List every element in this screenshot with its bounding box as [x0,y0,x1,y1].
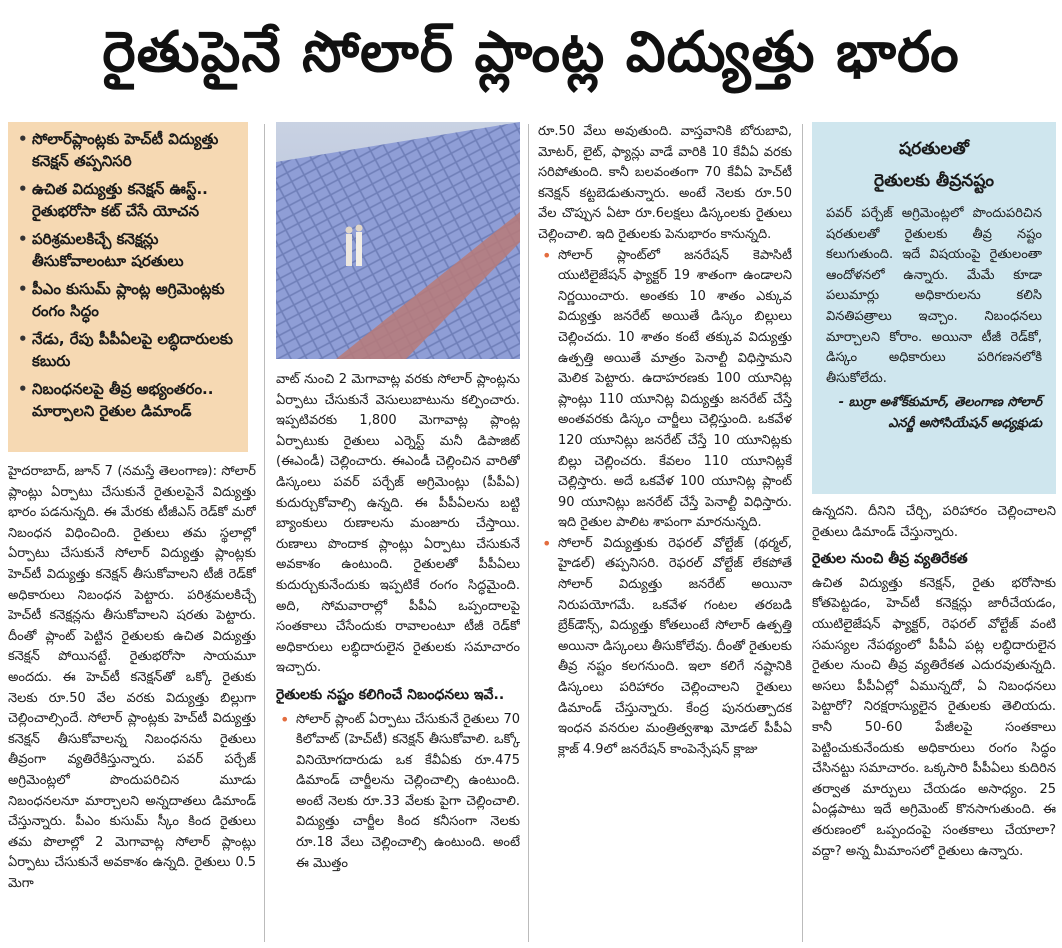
solar-panels-image [276,122,520,359]
quote-body: పవర్ పర్చేజ్ అగ్రిమెంట్లలో పొందుపరిచిన షరతులతో రైతులకు తీవ్ర నష్టం కలుగుతుంది. ఇదే విషయంపై రైతులంతా ఆందోళనలో ఉన్నారు. మేమే కూడా పలుమార్లు అధికారులను కలిసి వినతిపత్రాలు ఇచ్చాం. నిబంధనలు మార్చాలని కోరాం. అయినా టీజీ రెడ్‌కో, డిస్కం అధికారులు పరిగణనలోకి తీసుకోలేదు. [826,206,1042,386]
article-paragraph: • సోలార్ ప్లాంట్‌లో జనరేషన్ కెపాసిటీ యుటిలైజేషన్ ఫ్యాక్టర్ 19 శాతంగా ఉండాలని నిర్ణయించారు. అంతకు 10 శాతం ఎక్కువ విద్యుత్తు జనరేట్ అయితే డిస్కం బిల్లులు చెల్లించదు. 10 శాతం కంటే తక్కువ విద్యుత్తు ఉత్పత్తి అయితే మాత్రం పెనాల్టీ విధిస్తామని మెలిక పెట్టారు. ఉదాహరణకు 100 యూనిట్ల ప్లాంట్లు 110 యూనిట్ల విద్యుత్తు జనరేట్ చేస్తే అంతవరకు డిస్కం చార్జీలు చెల్లిస్తుంది. ఒకవేళ 120 యూనిట్లు జనరేట్ చేస్తే 10 యూనిట్లకు బిల్లు చెల్లించరు. కేవలం 110 యూనిట్లకే చెల్లిస్తారు. అదే ఒకవేళ 100 యూనిట్ల ప్లాంట్ 90 యూనిట్లు జనరేట్ చేస్తే పెనాల్టీ విధిస్తారు. ఇది రైతుల పాలిట శాపంగా మారనున్నది. [538,246,792,534]
highlight-item: • నిబంధనలపై తీవ్ర అభ్యంతరం.. మార్పాలని రైతుల డిమాండ్ [16,378,240,422]
article-paragraph: • సోలార్ ప్లాంట్ ఏర్పాటు చేసుకునే రైతులు 70 కిలోవాట్ (హెచ్‌టీ) కనెక్షన్ తీసుకోవాలి. ఒక్కో వినియోగదారుడు ఒక కేవీఏకు రూ.475 డిమాండ్ చార్జీలను చెల్లించాల్సి ఉంటుంది. అంటే నెలకు రూ.33 వేలకు పైగా చెల్లించాలి. విద్యుత్తు చార్జీల కింద కనీసంగా నెలకు రూ.18 వేలు చెల్లించాల్సి ఉంటుంది. అంటే ఈ మొత్తం [276,710,520,875]
article-paragraph: • సోలార్ విద్యుత్తుకు రెఫరల్ వోల్టేజ్ (థర్మల్, హైడల్) తప్పనిసరి. రెఫరల్ వోల్టేజ్ లేకపోతే సోలార్ విద్యుత్తు జనరేట్ అయినా నిరుపయోగమే. ఒకవేళ గంటల తరబడి బ్రేక్‌డౌన్స్, విద్యుత్తు కోతలుంటే సోలార్ ఉత్పత్తి అయినా డిస్కంలు తీసుకోలేవు. దీంతో రైతులకు తీవ్ర నష్టం కలగనుంది. ఇలా కలిగే నష్టానికి డిస్కంలు పరిహారం చెల్లించాలని రైతులు డిమాండ్ చేస్తున్నారు. కేంద్ర పునరుత్పాదక ఇంధన వనరుల మంత్రిత్వశాఖ మోడల్ పీపీఏ క్లాజ్ 4.9లో జనరేషన్ కాంపెన్సేషన్ క్లాజు [538,534,792,761]
quote-attribution: - బుర్రా అశోక్‌కుమార్, తెలంగాణ సోలార్ ఎనర్జీ అసోసియేషన్ అధ్యక్షుడు [838,395,1042,431]
article-column-3 [538,122,792,944]
highlight-item: • ఉచిత విద్యుత్తు కనెక్షన్ ఊస్ట్.. రైతుభరోసా కట్ చేసే యోచన [16,178,240,222]
quote-title: షరతులతో [899,139,969,159]
article-paragraph: హైదరాబాద్, జూన్ 7 (నమస్తే తెలంగాణ): సోలార్ ప్లాంట్లు ఏర్పాటు చేసుకునే రైతులపైనే విద్యుత్తు భారం పడనున్నది. ఈ మేరకు టీజీఎస్ రెడ్‌కో మరో నిబంధన విధించింది. రైతులు తమ స్థలాల్లో ఏర్పాటు చేసుకునే సోలార్ విద్యుత్తు ప్లాంట్లకు హెచ్‌టీ విద్యుత్తు కనెక్షన్ తీసుకోవాలని టీజీ రెడ్‌కో అధికారులు నిబంధన పెట్టారు. పరిశ్రమలకిచ్చే హెచ్‌టీ కనెక్షన్లను తీసుకోవాలని షరతు పెట్టారు. దీంతో ప్లాంట్ పెట్టిన రైతులకు ఉచిత విద్యుత్తు కనెక్షన్ పోయినట్టే. రైతుభరోసా సాయమూ అందదు. ఈ హెచ్‌టీ కనెక్షన్‌తో ఒక్కో రైతుకు నెలకు రూ.50 వేల వరకు విద్యుత్తు బిల్లుగా చెల్లించాల్సిందే. సోలార్ ప్లాంట్లకు హెచ్‌టీ విద్యుత్తు కనెక్షన్ తీసుకోవాలన్న నిబంధనను రైతులు తీవ్రంగా వ్యతిరేకిస్తున్నారు. పవర్ పర్చేజ్ అగ్రిమెంట్లలో పొందుపరిచిన మూడు నిబంధనలనూ మార్చాలని అన్నదాతలు డిమాండ్ చేస్తున్నారు. పీఎం కుసుమ్ స్కీం కింద రైతులు తమ పొలాల్లో 2 మెగావాట్ల సోలార్ ప్లాంట్లు ఏర్పాటు చేసుకునే అవకాశం ఉన్నది. రైతులు 0.5 మెగా [8,464,256,891]
article-column-4 [812,502,1056,944]
column-divider [528,124,529,942]
article-paragraph: వాట్ నుంచి 2 మెగావాట్ల వరకు సోలార్ ప్లాంట్లను ఏర్పాటు చేసుకునే వెసులుబాటును కల్పించారు. ఇప్పటివరకు 1,800 మెగావాట్ల ప్లాంట్ల ఏర్పాటుకు రైతులు ఎర్నెస్ట్ మనీ డిపాజిట్ (ఈఎండీ) చెల్లించారు. ఈఎండీ చెల్లించిన వారితో డిస్కంలు పవర్ పర్చేజ్ అగ్రిమెంట్లు (పీపీఏ) కుదుర్చుకోవాల్సి ఉన్నది. ఈ పీపీఏలను బట్టి బ్యాంకులు రుణాలను మంజూరు చేస్తాయి. రుణాలు పొందాక ప్లాంట్లు ఏర్పాటు చేసుకునే అవకాశం ఉంటుంది. రైతులతో పీపీఏలు కుదుర్చుకునేందుకు ఇప్పటికే రంగం సిద్ధమైంది. అది, సోమవారాల్లో పీపీఏ ఒప్పందాలపై సంతకాలు చేసేందుకు రావాలంటూ టీజీ రెడ్‌కో అధికారులు లబ్ధిదారులైన రైతులకు సమాచారం ఇచ్చారు. [276,372,520,676]
section-subheading: రైతులకు నష్టం కలిగించే నిబంధనలు ఇవే.. [276,686,505,703]
highlight-item: • సోలార్‌ప్లాంట్లకు హెచ్‌టీ విద్యుత్తు కనెక్షన్ తప్పనిసరి [16,128,240,172]
highlight-item: • పరిశ్రమలకిచ్చే కనెక్షన్లు తీసుకోవాలంటూ షరతులు [16,228,240,272]
column-divider [264,124,265,942]
quote-box [812,122,1056,494]
article-column-1 [8,462,256,944]
article-paragraph: రూ.50 వేలు అవుతుంది. వాస్తవానికి బోరుబావి, మోటర్, లైట్, ఫ్యాన్లు వాడే వారికి 10 కేవీఏ వరకు సరిపోతుంది. కానీ బలవంతంగా 70 కేవీఏ హెచ్‌టీ కనెక్షన్ కట్టబెడుతున్నారు. అంటే నెలకు రూ.50 వేల చొప్పున ఏటా రూ.6లక్షలు డిస్కంలకు రైతులు చెల్లించాలి. ఇది రైతులకు పెనుభారం కానున్నది. [538,124,792,242]
quote-title: రైతులకు తీవ్రనష్టం [874,171,994,191]
highlight-item: • నేడు, రేపు పీపీఏలపై లబ్ధిదారులకు కబురు [16,328,240,372]
article-paragraph: ఉన్నదని. దీనిని చేర్చి, పరిహారం చెల్లించాలని రైతులు డిమాండ్ చేస్తున్నారు. [812,504,1056,540]
article-column-2 [276,370,520,944]
highlights-box [8,122,248,452]
solar-panels-photo [276,122,520,359]
article-paragraph: ఉచిత విద్యుత్తు కనెక్షన్, రైతు భరోసాకు కోతపెట్టడం, హెచ్‌టీ కనెక్షన్లు జారీచేయడం, యుటిలైజేషన్ ఫ్యాక్టర్, రెఫరల్ వోల్టేజ్ వంటి సమస్యల నేపథ్యంలో పీపీఏ పట్ల లబ్ధిదారులైన రైతుల నుంచి తీవ్ర వ్యతిరేకత ఎదురవుతున్నది. అసలు పీపీఏల్లో ఏమున్నదో, ఏ నిబంధనలు పెట్టారో? నిరక్షరాస్యులైన రైతులకు తెలియదు. కానీ 50-60 పేజీలపై సంతకాలు పెట్టించుకునేందుకు అధికారులు రంగం సిద్ధం చేసినట్టు సమాచారం. ఒక్కసారి పీపీఏలు కుదిరిన తర్వాత మార్పులు చేయడం అసాధ్యం. 25 ఏండ్లపాటు ఇదే అగ్రిమెంట్ కొనసాగుతుంది. ఈ తరుణంలో ఒప్పందంపై సంతకాలు చేయాలా? వద్దా? అన్న మీమాంసలో రైతులు ఉన్నారు. [812,575,1056,859]
highlight-item: • పీఎం కుసుమ్ ప్లాంట్ల అగ్రిమెంట్లకు రంగం సిద్ధం [16,278,240,322]
headline: రైతుపైనే సోలార్ ప్లాంట్ల విద్యుత్తు భారం [102,19,960,85]
column-divider [802,124,803,942]
section-subheading: రైతుల నుంచి తీవ్ర వ్యతిరేకత [812,551,968,568]
